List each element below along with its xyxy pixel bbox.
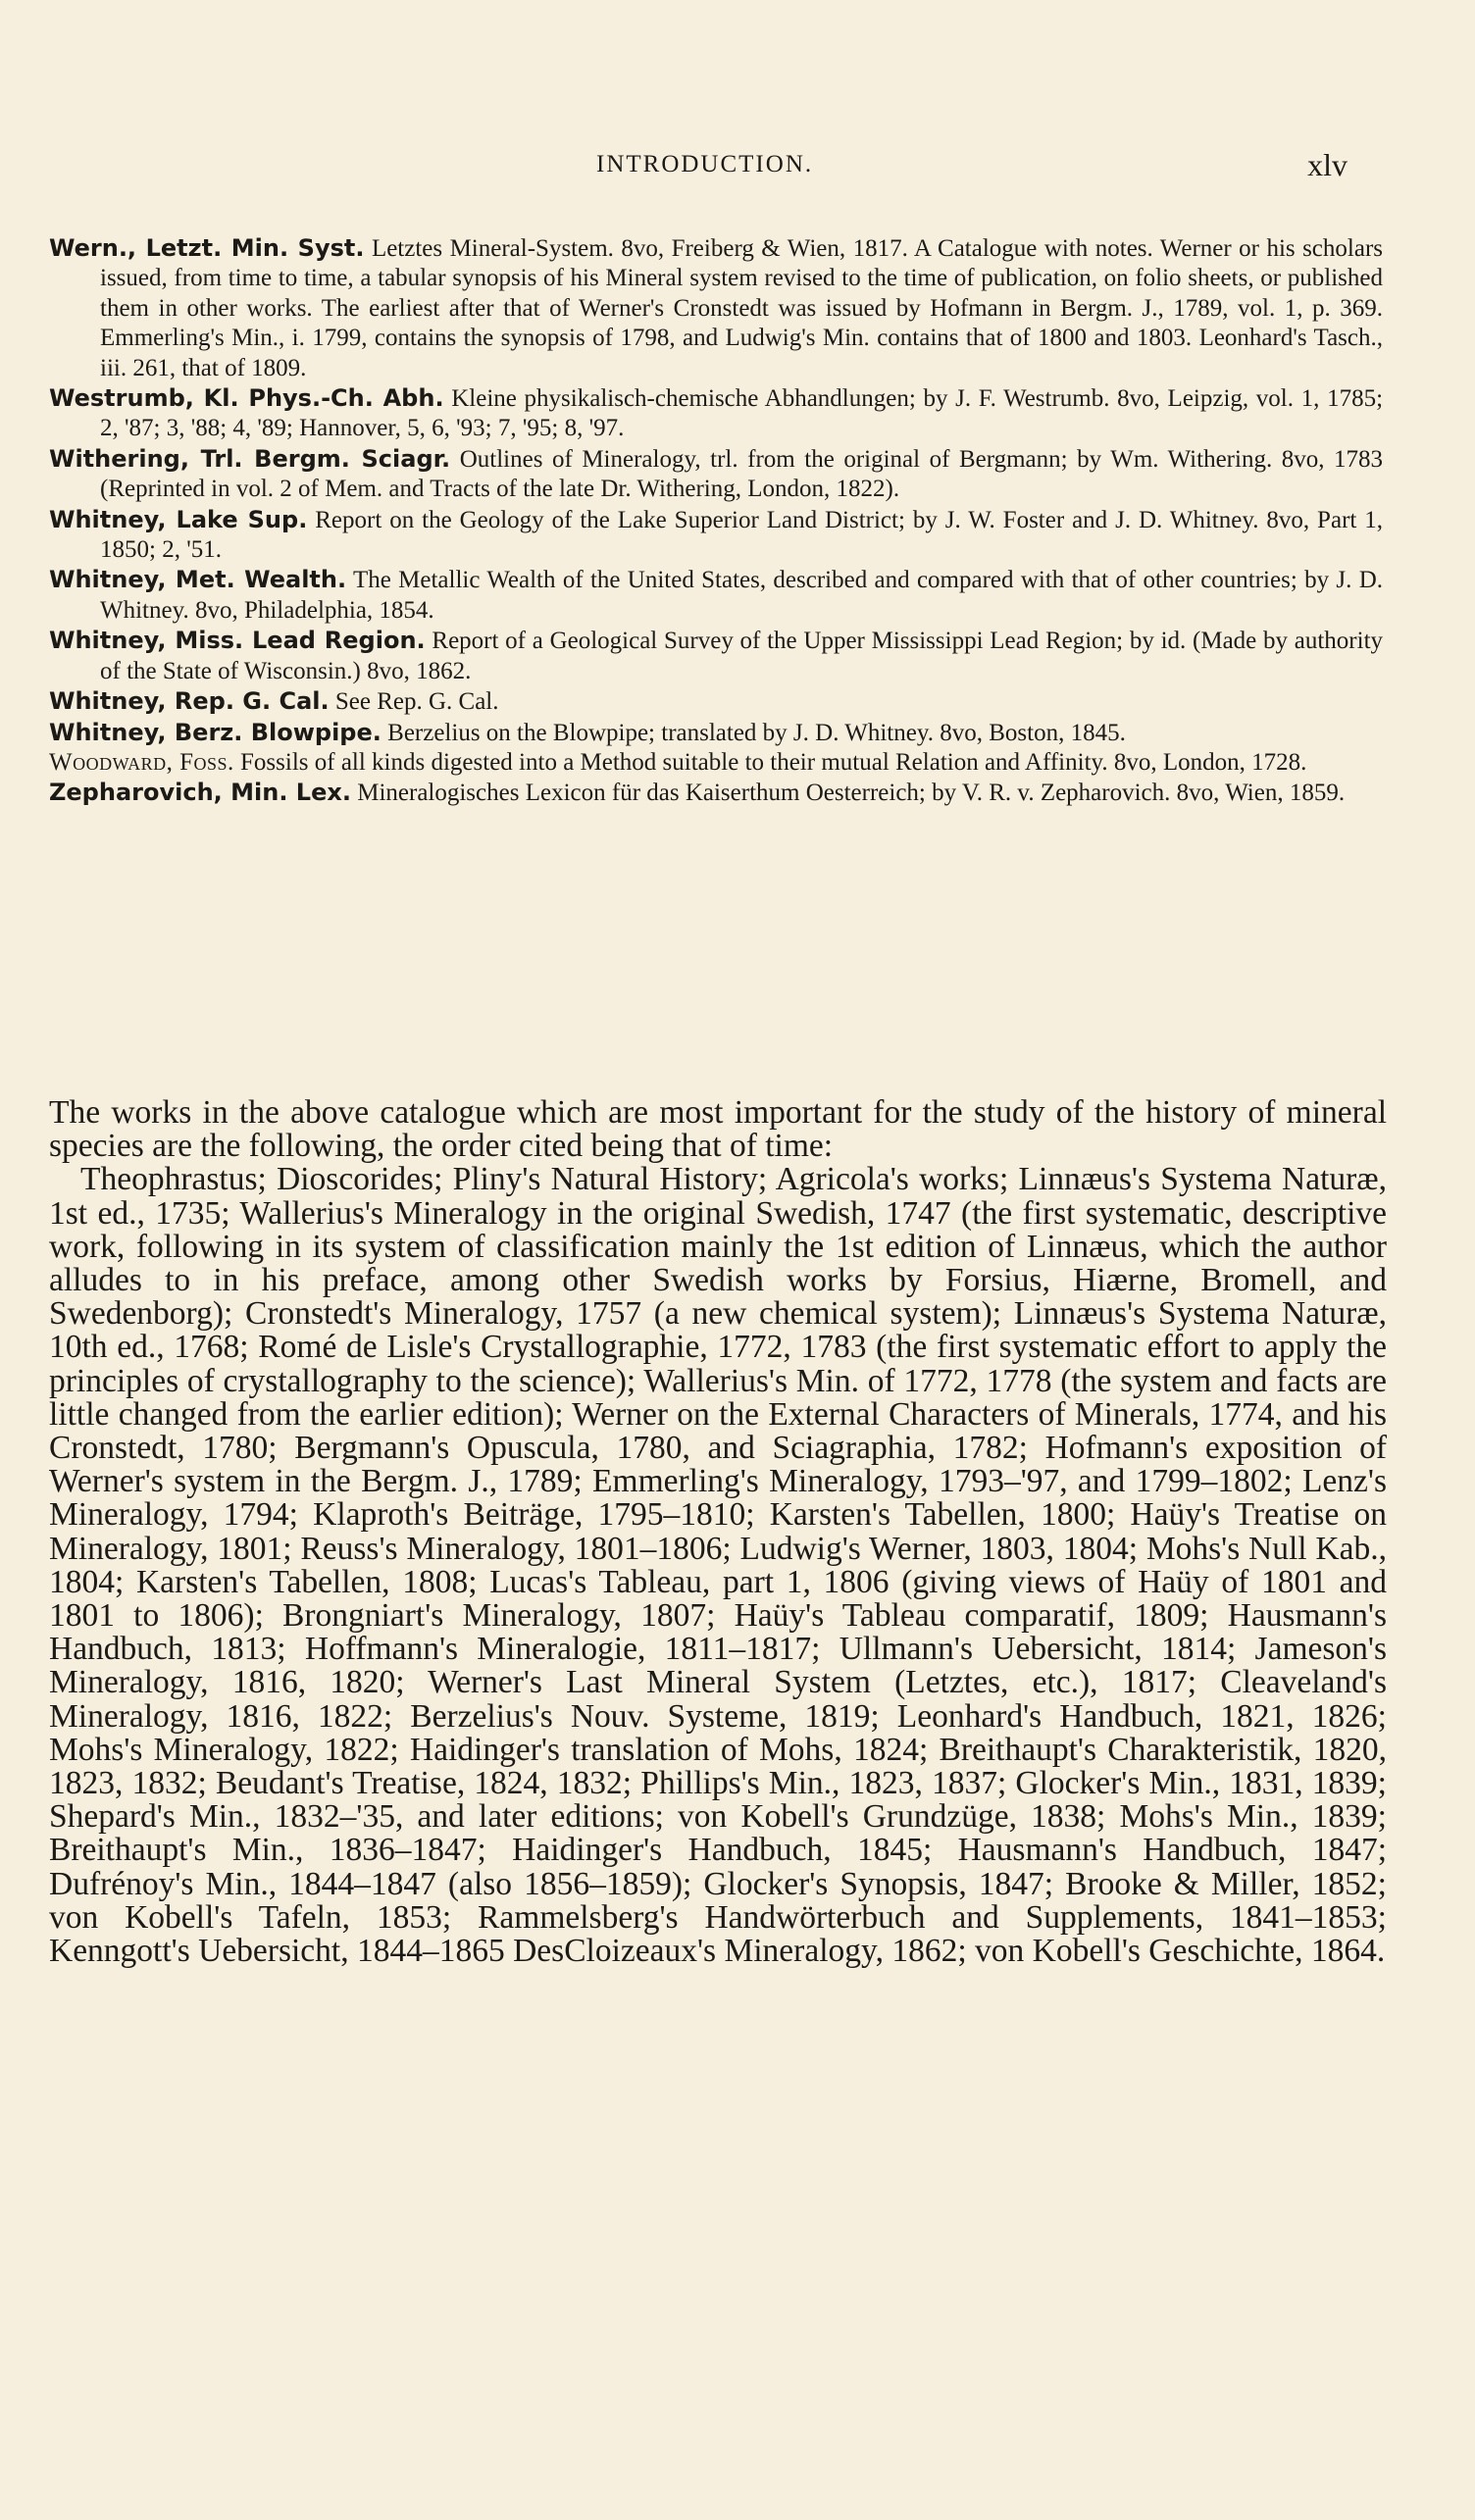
reference-text: The Metallic Wealth of the United States, described and compared with that of other countries; by J. D. Whitney. 8vo, Philadelphia, 1854. xyxy=(100,567,1383,624)
works-list-paragraph: Theophrastus; Dioscorides; Pliny's Natural History; Agricola's works; Linnæus's Systema Naturæ, 1st ed., 1735; Wallerius's Mineralogy in the original Swedish, 1747 (the first systematic, descriptive work, following in its system of classification mainly the 1st edition of Linnæus, which the author alludes to in his preface, among other Swedish works by Forsius, Hiærne, Bromell, and Swedenborg); Cronstedt's Mineralogy, 1757 (a new chemical system); Linnæus's Systema Naturæ, 10th ed., 1768; Romé de Lisle's Crystallographie, 1772, 1783 (the first systematic effort to apply the principles of crystallography to the science); Wallerius's Min. of 1772, 1778 (the system and facts are little changed from the earlier edition); Werner on the External Characters of Minerals, 1774, and his Cronstedt, 1780; Bergmann's Opuscula, 1780, and Sciagraphia, 1782; Hofmann's exposition of Werner's system in the Bergm. J., 1789; Emmerling's Mineralogy, 1793–'97, and 1799–1802; Lenz's Mineralogy, 1794; Klaproth's Beiträge, 1795–1810; Karsten's Tabellen, 1800; Haüy's Treatise on Mineralogy, 1801; Reuss's Mineralogy, 1801–1806; Ludwig's Werner, 1803, 1804; Mohs's Null Kab., 1804; Karsten's Tabellen, 1808; Lucas's Tableau, part 1, 1806 (giving views of Haüy of 1801 and 1801 to 1806); Brongniart's Mineralogy, 1807; Haüy's Tableau comparatif, 1809; Hausmann's Handbuch, 1813; Hoffmann's Mineralogie, 1811–1817; Ullmann's Uebersicht, 1814; Jameson's Mineralogy, 1816, 1820; Werner's Last Mineral System (Letztes, etc.), 1817; Cleaveland's Mineralogy, 1816, 1822; Berzelius's Nouv. Systeme, 1819; Leonhard's Handbuch, 1821, 1826; Mohs's Mineralogy, 1822; Haidinger's translation of Mohs, 1824; Breithaupt's Charakteristik, 1820, 1823, 1832; Beudant's Treatise, 1824, 1832; Phillips's Min., 1823, 1837; Glocker's Min., 1831, 1839; Shepard's Min., 1832–'35, and later editions; von Kobell's Grundzüge, 1838; Mohs's Min., 1839; Breithaupt's Min., 1836–1847; Haidinger's Handbuch, 1845; Hausmann's Handbuch, 1847; Dufrénoy's Min., 1844–1847 (also 1856–1859); Glocker's Synopsis, 1847; Brooke & Miller, 1852; von Kobell's Tafeln, 1853; Rammelsberg's Handwörterbuch and Supplements, 1841–1853; Kenngott's Uebersicht, 1844–1865 DesCloizeaux's Mineralogy, 1862; von Kobell's Geschichte, 1864. xyxy=(49,1161,1387,1970)
reference-abbreviation: Woodward, Foss. xyxy=(49,748,234,776)
reference-entry xyxy=(49,626,1383,686)
reference-list xyxy=(49,233,1383,809)
reference-abbreviation: Whitney, Met. Wealth. xyxy=(49,566,347,594)
reference-entry xyxy=(49,383,1383,444)
reference-entry xyxy=(49,718,1383,748)
reference-entry xyxy=(49,444,1383,505)
reference-entry xyxy=(49,565,1383,626)
reference-entry xyxy=(49,233,1383,383)
reference-abbreviation: Wern., Letzt. Min. Syst. xyxy=(49,234,365,262)
reference-abbreviation: Withering, Trl. Bergm. Sciagr. xyxy=(49,444,451,473)
reference-entry xyxy=(49,686,1383,717)
reference-text: Report of a Geological Survey of the Upper Mississippi Lead Region; by id. (Made by authority of the State of Wisconsin.) 8vo, 1862. xyxy=(100,628,1384,684)
reference-entry xyxy=(49,778,1383,808)
reference-text: Fossils of all kinds digested into a Method suitable to their mutual Relation and Affinity. 8vo, London, 1728. xyxy=(240,748,1307,776)
reference-abbreviation: Whitney, Lake Sup. xyxy=(49,505,308,533)
reference-abbreviation: Whitney, Miss. Lead Region. xyxy=(49,627,426,655)
reference-text: Report on the Geology of the Lake Superior Land District; by J. W. Foster and J. D. Whitney. 8vo, Part 1, 1850; 2, '51. xyxy=(100,506,1384,564)
reference-entry xyxy=(49,748,1383,778)
reference-text: Letztes Mineral-System. 8vo, Freiberg & Wien, 1817. A Catalogue with notes. Werner or his scholars issued, from time to time, a tabular synopsis of his Mineral system revised to the time of publication, on folio sheets, or published them in other works. The earliest after that of Werner's Cronstedt was issued by Hofmann in Bergm. J., 1789, vol. 1, p. 369. Emmerling's Min., i. 1799, contains the synopsis of 1798, and Ludwig's Min. contains that of 1800 and 1803. Leonhard's Tasch., iii. 261, that of 1809. xyxy=(100,235,1384,381)
running-head: INTRODUCTION. xyxy=(596,151,814,177)
reference-abbreviation: Whitney, Berz. Blowpipe. xyxy=(49,718,381,746)
reference-abbreviation: Westrumb, Kl. Phys.-Ch. Abh. xyxy=(49,384,444,413)
reference-text: Berzelius on the Blowpipe; translated by J. D. Whitney. 8vo, Boston, 1845. xyxy=(387,719,1126,746)
reference-text: Outlines of Mineralogy, trl. from the original of Bergmann; by Wm. Withering. 8vo, 1783 (Reprinted in vol. 2 of Mem. and Tracts of the late Dr. Withering, London, 1822). xyxy=(100,445,1384,503)
reference-text: Kleine physikalisch-chemische Abhandlungen; by J. F. Westrumb. 8vo, Leipzig, vol. 1, 1785; 2, '87; 3, '88; 4, '89; Hannover, 5, 6, '93; 7, '95; 8, '97. xyxy=(100,385,1384,442)
intro-paragraph: The works in the above catalogue which are most important for the study of the history of mineral species are the following, the order cited being that of time: xyxy=(49,1094,1387,1165)
reference-abbreviation: Whitney, Rep. G. Cal. xyxy=(49,687,330,716)
reference-entry xyxy=(49,505,1383,566)
reference-text: See Rep. G. Cal. xyxy=(334,688,499,716)
reference-abbreviation: Zepharovich, Min. Lex. xyxy=(49,779,351,807)
body-text xyxy=(49,1096,1387,1968)
page-header xyxy=(0,147,1475,186)
reference-text: Mineralogisches Lexicon für das Kaiserthum Oesterreich; by V. R. v. Zepharovich. 8vo, Wien, 1859. xyxy=(357,780,1346,807)
page-number: xlᴠ xyxy=(1307,147,1348,182)
